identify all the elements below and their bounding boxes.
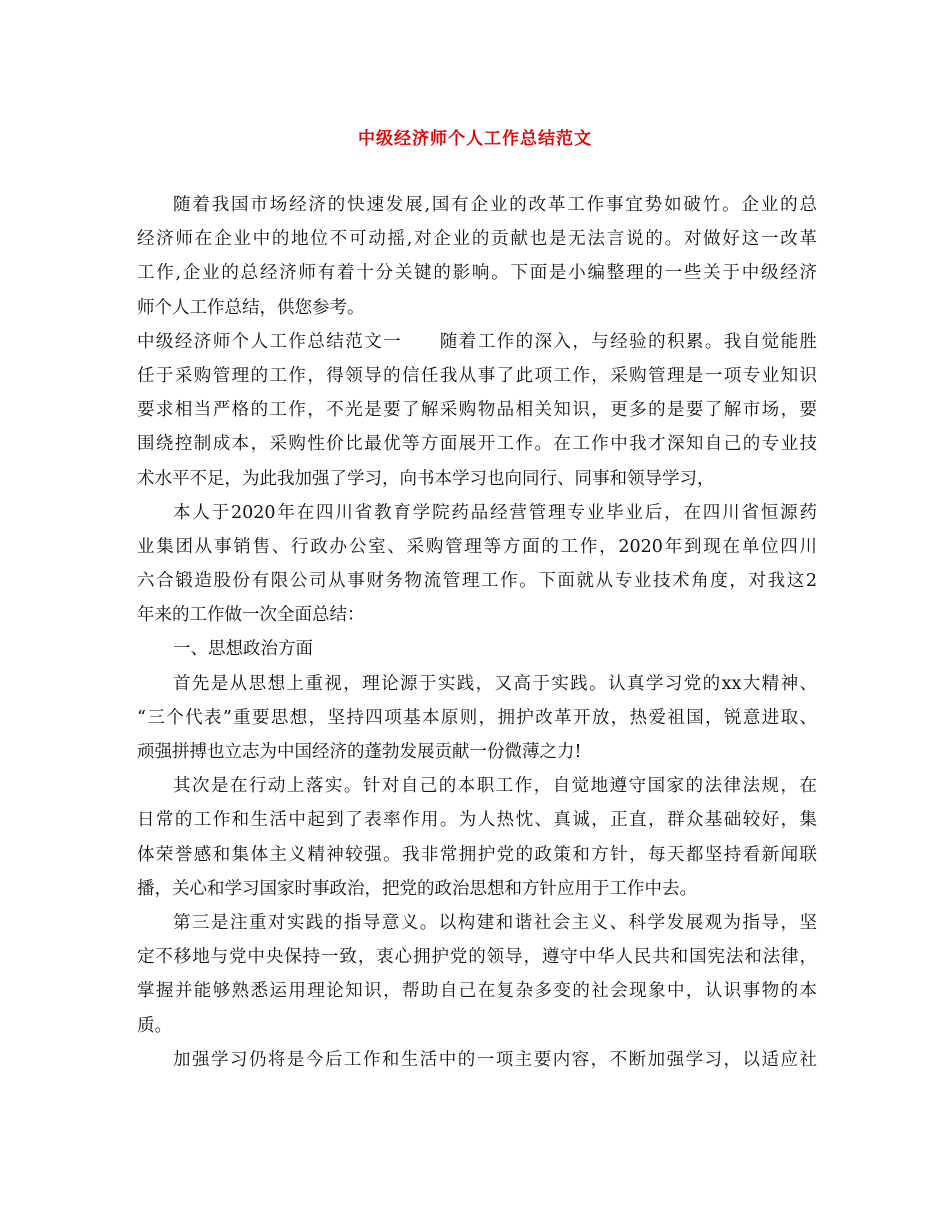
text-line: 体荣誉感和集体主义精神较强。我非常拥护党的政策和方针，每天都坚持看新闻联 <box>137 844 817 865</box>
text-line: 工作,企业的总经济师有着十分关键的影响。下面是小编整理的一些关于中级经济 <box>137 263 817 284</box>
text-line: 任于采购管理的工作，得领导的信任我从事了此项工作，采购管理是一项专业知识 <box>137 365 817 386</box>
text-line: 一、思想政治方面 <box>173 639 313 660</box>
text-line: “三个代表”重要思想，坚持四项基本原则，拥护改革开放，热爱祖国，锐意进取、 <box>137 707 817 728</box>
text-line: 播，关心和学习国家时事政治，把党的政治思想和方针应用于工作中去。 <box>137 878 697 899</box>
text-line: 六合锻造股份有限公司从事财务物流管理工作。下面就从专业技术角度，对我这2 <box>137 571 817 592</box>
document-body <box>137 188 817 1077</box>
text-line: 掌握并能够熟悉运用理论知识，帮助自己在复杂多变的社会现象中，认识事物的本 <box>137 981 817 1002</box>
document-title: 中级经济师个人工作总结范文 <box>358 129 592 149</box>
text-line: 经济师在企业中的地位不可动摇,对企业的贡献也是无法言说的。对做好这一改革 <box>137 229 817 250</box>
text-line: 日常的工作和生活中起到了表率作用。为人热忱、真诚，正直，群众基础较好，集 <box>137 810 817 831</box>
text-line: 首先是从思想上重视，理论源于实践，又高于实践。认真学习党的xx大精神、 <box>173 673 817 694</box>
text-line: 围绕控制成本，采购性价比最优等方面展开工作。在工作中我才深知自己的专业技 <box>137 434 817 455</box>
text-line: 质。 <box>137 1015 172 1036</box>
text-line: 第三是注重对实践的指导意义。以构建和谐社会主义、科学发展观为指导，坚 <box>173 912 817 933</box>
text-line: 定不移地与党中央保持一致，衷心拥护党的领导，遵守中华人民共和国宪法和法律， <box>137 947 817 968</box>
text-line: 中级经济师个人工作总结范文一 随着工作的深入，与经验的积累。我自觉能胜 <box>137 331 817 352</box>
text-line: 加强学习仍将是今后工作和生活中的一项主要内容，不断加强学习，以适应社 <box>173 1049 817 1070</box>
text-line: 本人于2020年在四川省教育学院药品经营管理专业毕业后，在四川省恒源药 <box>173 502 817 523</box>
text-line: 业集团从事销售、行政办公室、采购管理等方面的工作，2020年到现在单位四川 <box>137 536 817 557</box>
text-line: 术水平不足，为此我加强了学习，向书本学习也向同行、同事和领导学习， <box>137 468 715 489</box>
text-line: 要求相当严格的工作，不光是要了解采购物品相关知识，更多的是要了解市场，要 <box>137 400 817 421</box>
text-line: 随着我国市场经济的快速发展,国有企业的改革工作事宜势如破竹。企业的总 <box>173 195 817 215</box>
text-line: 顽强拼搏也立志为中国经济的蓬勃发展贡献一份微薄之力! <box>137 742 582 762</box>
text-line: 师个人工作总结，供您参考。 <box>137 297 365 318</box>
text-line: 其次是在行动上落实。针对自己的本职工作，自觉地遵守国家的法律法规，在 <box>173 776 817 797</box>
text-line: 年来的工作做一次全面总结： <box>137 605 365 626</box>
